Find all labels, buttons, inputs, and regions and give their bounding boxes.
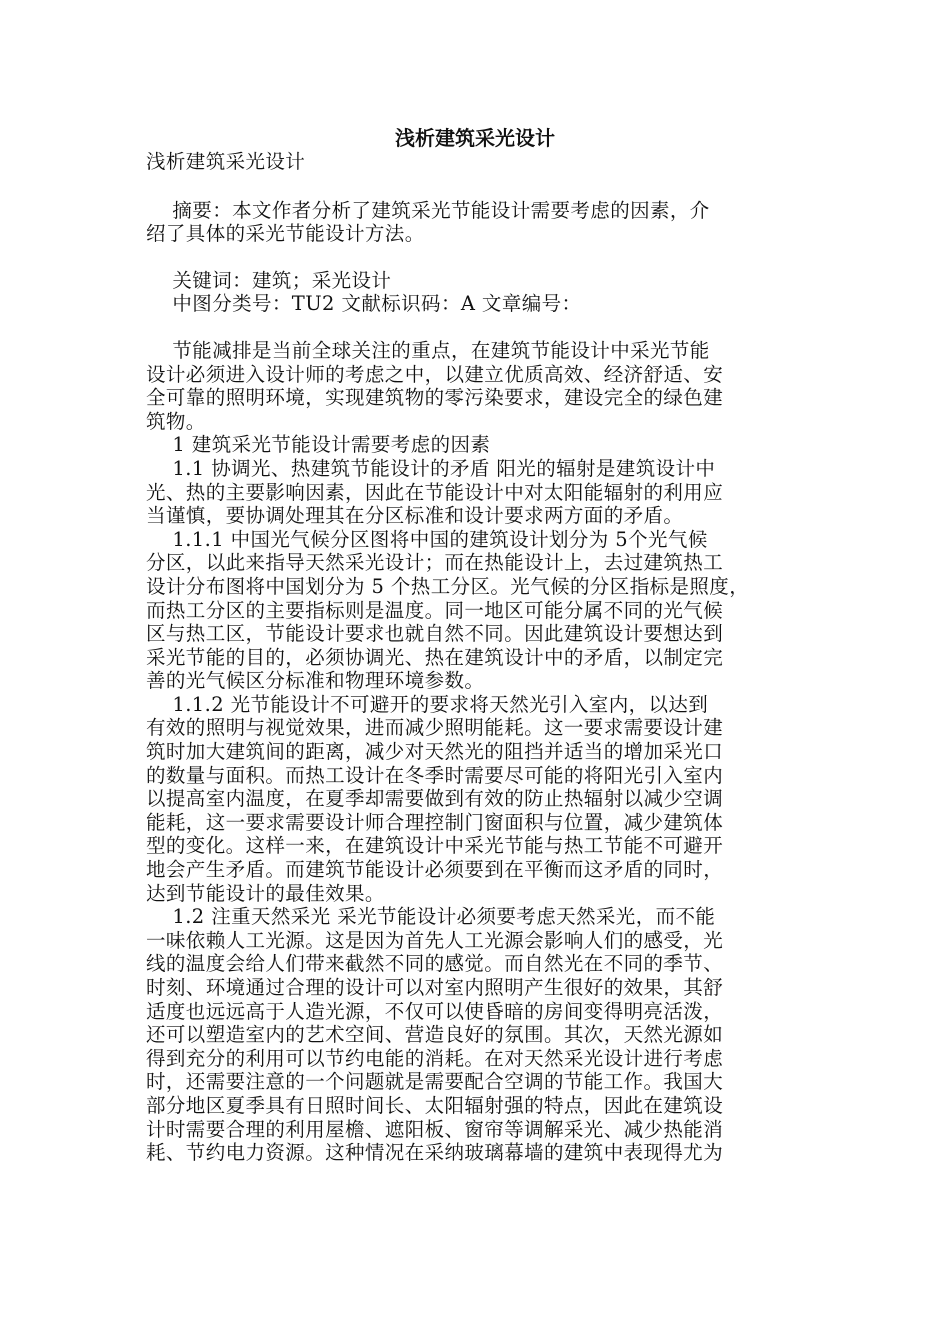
- section-1-1-2-line: 达到节能设计的最佳效果。: [146, 881, 385, 905]
- section-1-1-2-line: 以提高室内温度，在夏季却需要做到有效的防止热辐射以减少空调: [146, 787, 724, 811]
- section-1-2-line: 计时需要合理的利用屋檐、遮阳板、窗帘等调解采光、减少热能消: [146, 1117, 724, 1141]
- section-1-1-2-line: 能耗，这一要求需要设计师合理控制门窗面积与位置，减少建筑体: [146, 810, 724, 834]
- section-1-2-line: 时，还需要注意的一个问题就是需要配合空调的节能工作。我国大: [146, 1070, 724, 1094]
- section-1-1-2-line: 有效的照明与视觉效果，进而减少照明能耗。这一要求需要设计建: [146, 716, 724, 740]
- section-1-1-line: 当谨慎，要协调处理其在分区标准和设计要求两方面的矛盾。: [146, 504, 684, 528]
- keywords-line: 关键词：建筑；采光设计: [146, 268, 392, 292]
- section-1-2-line: 得到充分的利用可以节约电能的消耗。在对天然采光设计进行考虑: [146, 1046, 724, 1070]
- section-1-2-line: 一味依赖人工光源。这是因为首先人工光源会影响人们的感受，光: [146, 928, 724, 952]
- intro-paragraph-line: 设计必须进入设计师的考虑之中，以建立优质高效、经济舒适、安: [146, 362, 724, 386]
- section-1-2-line: 适度也远远高于人造光源，不仅可以使昏暗的房间变得明亮活泼，: [146, 999, 724, 1023]
- abstract-line: 摘要：本文作者分析了建筑采光节能设计需要考虑的因素，介: [146, 198, 710, 222]
- section-1-2-line: 1.2 注重天然采光 采光节能设计必须要考虑天然采光，而不能: [146, 905, 716, 929]
- abstract-line: 绍了具体的采光节能设计方法。: [146, 222, 425, 246]
- section-1-1-1-line: 而热工分区的主要指标则是温度。同一地区可能分属不同的光气候: [146, 598, 724, 622]
- section-1-2-line: 还可以塑造室内的艺术空间、营造良好的氛围。其次，天然光源如: [146, 1023, 724, 1047]
- section-1-1-line: 1.1 协调光、热建筑节能设计的矛盾 阳光的辐射是建筑设计中: [146, 456, 716, 480]
- section-1-1-1-line: 分区，以此来指导天然采光设计；而在热能设计上，去过建筑热工: [146, 551, 724, 575]
- document-body: [146, 150, 806, 1165]
- section-1-2-line: 部分地区夏季具有日照时间长、太阳辐射强的特点，因此在建筑设: [146, 1093, 724, 1117]
- section-1-1-2-line: 筑时加大建筑间的距离，减少对天然光的阻挡并适当的增加采光口: [146, 740, 724, 764]
- section-1-2-line: 时刻、环境通过合理的设计可以对室内照明产生很好的效果，其舒: [146, 976, 724, 999]
- section-1-2-line: 线的温度会给人们带来截然不同的感觉。而自然光在不同的季节、: [146, 952, 724, 976]
- section-1-1-2-line: 的数量与面积。而热工设计在冬季时需要尽可能的将阳光引入室内: [146, 763, 724, 787]
- section-1-1-2-line: 型的变化。这样一来，在建筑设计中采光节能与热工节能不可避开: [146, 834, 724, 858]
- document-title: 浅析建筑采光设计: [395, 126, 555, 150]
- section-1-2-line: 耗、节约电力资源。这种情况在采纳玻璃幕墙的建筑中表现得尤为: [146, 1141, 724, 1165]
- section-1-1-2-line: 地会产生矛盾。而建筑节能设计必须要到在平衡而这矛盾的同时，: [146, 858, 724, 882]
- section-1-1-1-line: 设计分布图将中国划分为 5 个热工分区。光气候的分区指标是照度，: [146, 574, 750, 598]
- intro-paragraph-line: 节能减排是当前全球关注的重点，在建筑节能设计中采光节能: [146, 338, 710, 362]
- section-1-1-1-line: 善的光气候区分标准和物理环境参数。: [146, 669, 485, 693]
- intro-paragraph-line: 全可靠的照明环境，实现建筑物的零污染要求，建设完全的绿色建: [146, 386, 724, 410]
- section-1-1-1-line: 区与热工区，节能设计要求也就自然不同。因此建筑设计要想达到: [146, 622, 724, 646]
- section-1-1-2-line: 1.1.2 光节能设计不可避开的要求将天然光引入室内，以达到: [146, 692, 709, 716]
- section-1-1-1-line: 采光节能的目的，必须协调光、热在建筑设计中的矛盾，以制定完: [146, 645, 724, 669]
- intro-paragraph-line: 筑物。: [146, 409, 206, 433]
- section-heading: 1 建筑采光节能设计需要考虑的因素: [146, 433, 491, 457]
- section-1-1-line: 光、热的主要影响因素，因此在节能设计中对太阳能辐射的利用应: [146, 480, 724, 504]
- section-1-1-1-line: 1.1.1 中国光气候分区图将中国的建筑设计划分为 5个光气候: [146, 527, 708, 551]
- document-subtitle: 浅析建筑采光设计: [146, 150, 306, 173]
- classification-line: 中图分类号：TU2 文献标识码：A 文章编号：: [146, 292, 582, 316]
